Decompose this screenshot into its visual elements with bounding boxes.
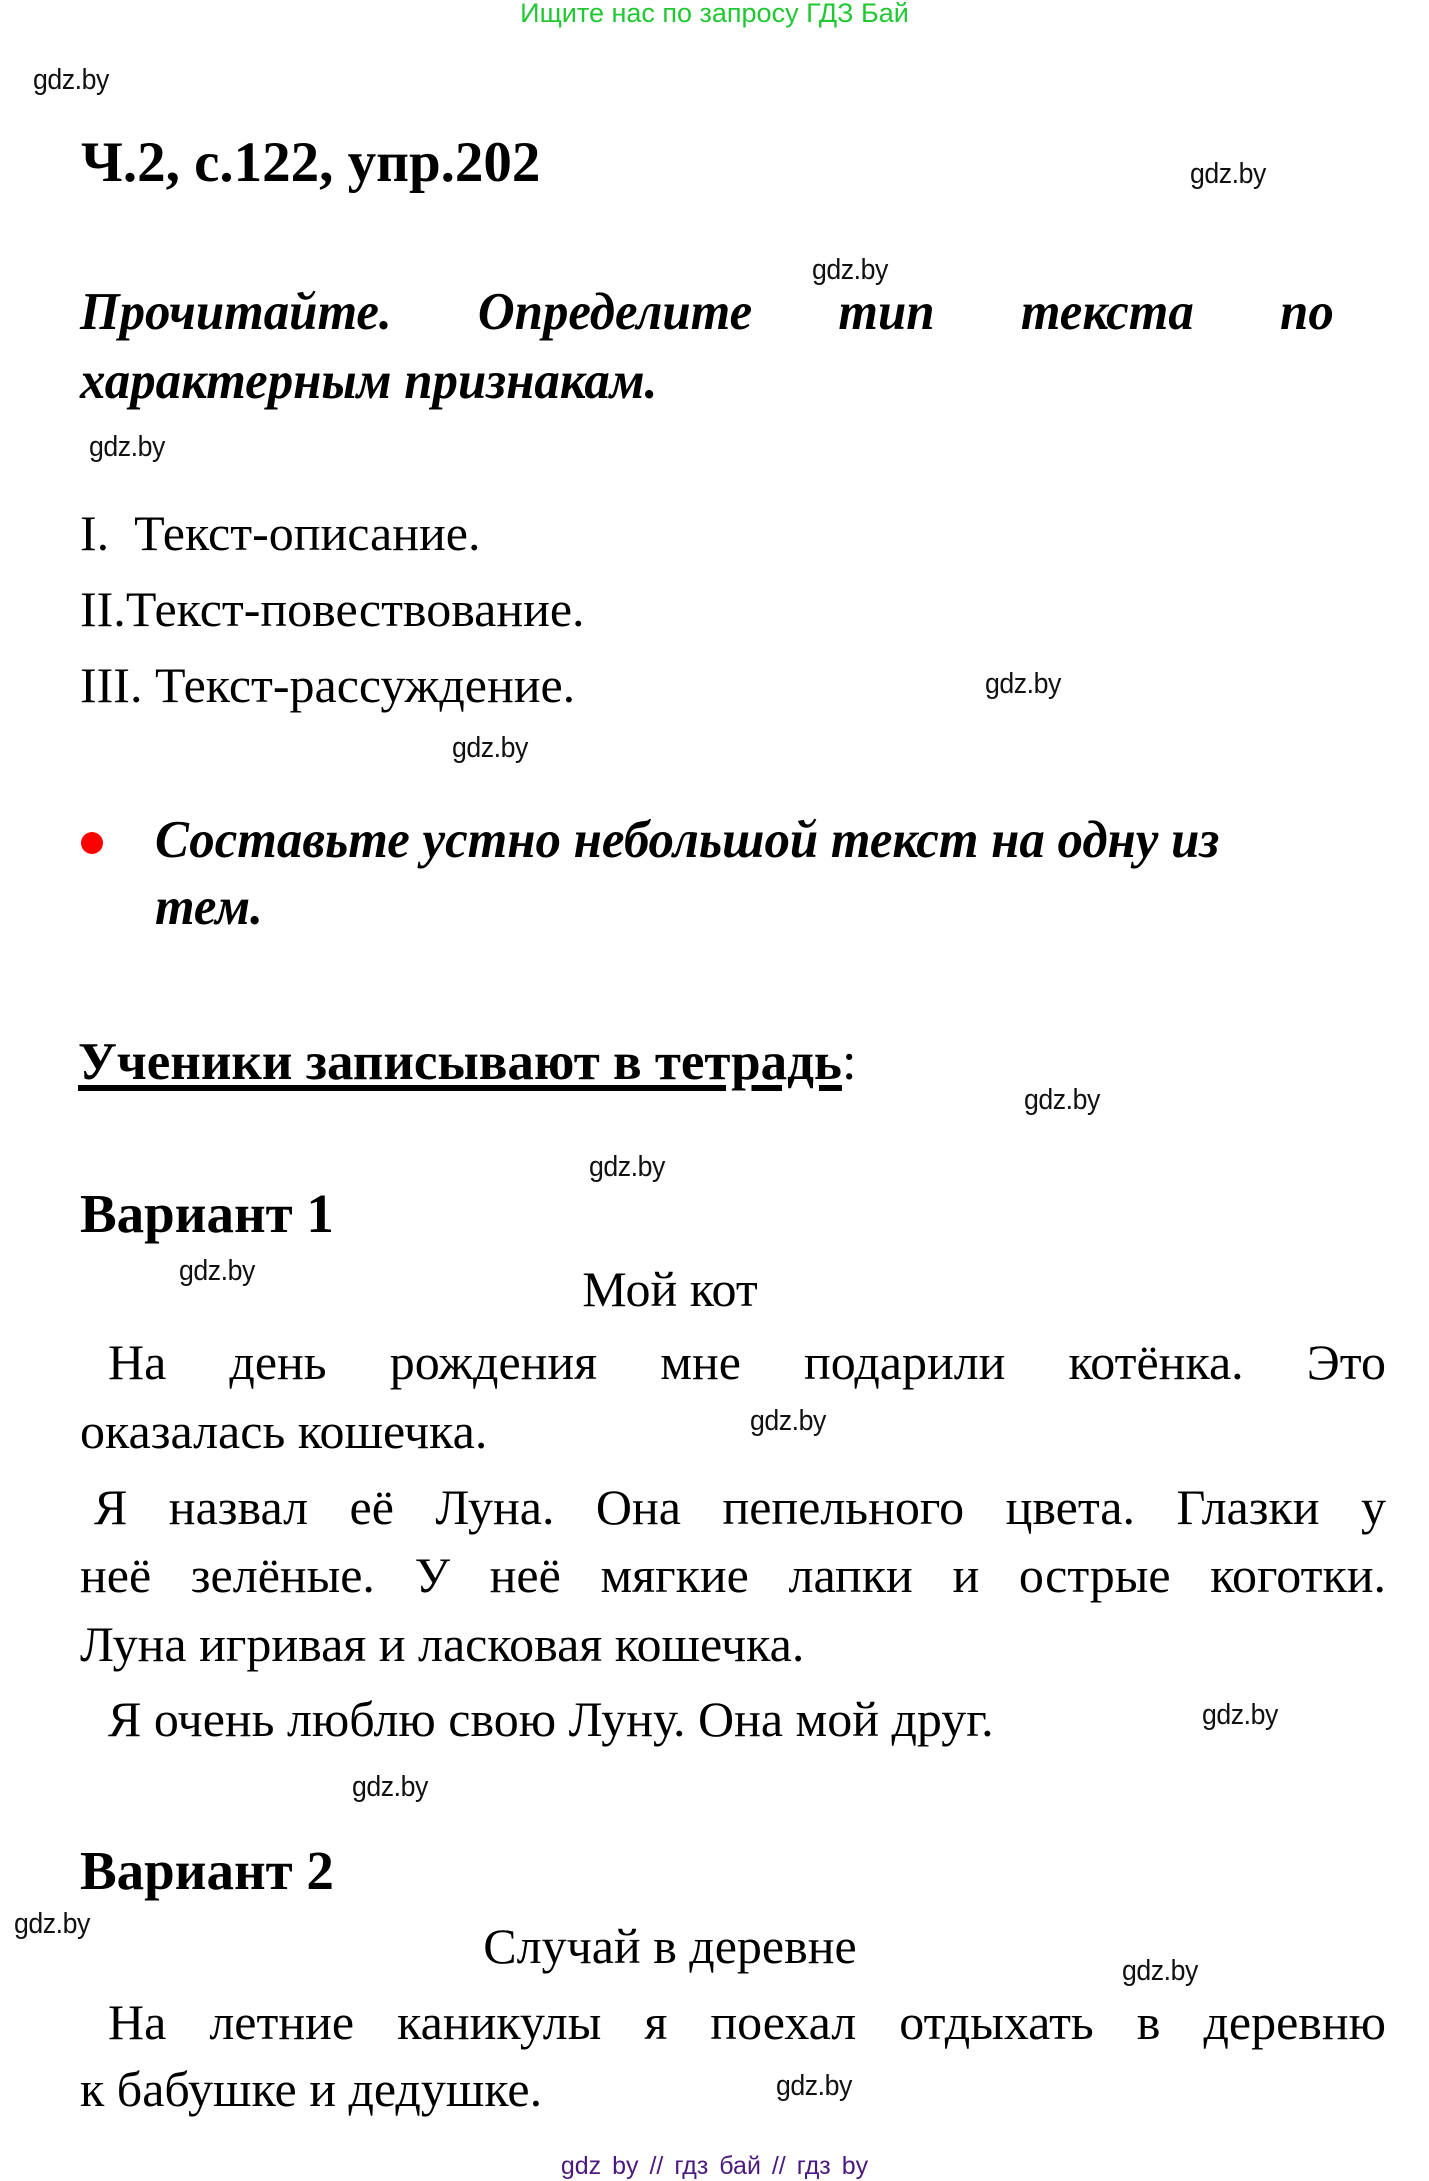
watermark: gdz.by [1190, 158, 1266, 190]
item-label: Текст-описание. [134, 505, 481, 561]
story-title-1: Мой кот [582, 1261, 758, 1317]
students-heading-colon: : [841, 1033, 857, 1091]
task-line-1: Составьте устно небольшой текст на одну из [155, 811, 1220, 869]
watermark: gdz.by [33, 64, 109, 96]
story-title-2: Случай в деревне [483, 1918, 857, 1974]
watermark: gdz.by [1202, 1699, 1278, 1731]
search-banner[interactable]: Ищите нас по запросу ГДЗ Бай [520, 0, 909, 28]
story-line: Я назвал её Луна. Она пепельного цвета. Глазки у [94, 1479, 1386, 1535]
story-line: На день рождения мне подарили котёнка. Это [108, 1334, 1386, 1390]
story-line: На летние каникулы я поехал отдыхать в деревню [108, 1994, 1386, 2050]
story-line: оказалась кошечка. [80, 1403, 488, 1459]
watermark: gdz.by [89, 431, 165, 463]
item-numeral: I. [80, 505, 110, 561]
text-type-item [80, 504, 480, 562]
watermark: gdz.by [1122, 1955, 1198, 1987]
instruction-line-2: характерным признакам. [80, 352, 658, 410]
watermark: gdz.by [589, 1151, 665, 1183]
text-type-item [80, 580, 585, 638]
story-line: неё зелёные. У неё мягкие лапки и острые коготки. [80, 1547, 1386, 1603]
watermark: gdz.by [985, 668, 1061, 700]
text-type-item [80, 656, 575, 714]
item-numeral: II. [80, 581, 126, 637]
watermark: gdz.by [352, 1771, 428, 1803]
item-label: Текст-рассуждение. [154, 657, 576, 713]
footer-links[interactable]: gdz by // гдз бай // гдз by [560, 2152, 869, 2180]
story-line: Луна игривая и ласковая кошечка. [80, 1616, 805, 1672]
watermark: gdz.by [812, 254, 888, 286]
task-line-2: тем. [155, 878, 263, 936]
watermark: gdz.by [750, 1405, 826, 1437]
variant-2-heading: Вариант 2 [80, 1840, 334, 1901]
red-bullet-icon [81, 832, 103, 854]
story-line: Я очень люблю свою Луну. Она мой друг. [108, 1691, 994, 1747]
watermark: gdz.by [1024, 1084, 1100, 1116]
watermark: gdz.by [14, 1908, 90, 1940]
students-heading-text: Ученики записывают в тетрадь [78, 1033, 842, 1091]
item-numeral: III. [80, 657, 143, 713]
watermark: gdz.by [179, 1255, 255, 1287]
item-label: Текст-повествование. [125, 581, 585, 637]
students-heading [78, 1032, 857, 1092]
watermark: gdz.by [776, 2070, 852, 2102]
variant-1-heading: Вариант 1 [80, 1183, 334, 1244]
instruction-line-1: Прочитайте. Определите тип текста по [80, 283, 1334, 341]
story-line: к бабушке и дедушке. [80, 2061, 543, 2117]
watermark: gdz.by [452, 732, 528, 764]
exercise-title: Ч.2, с.122, упр.202 [81, 131, 541, 194]
